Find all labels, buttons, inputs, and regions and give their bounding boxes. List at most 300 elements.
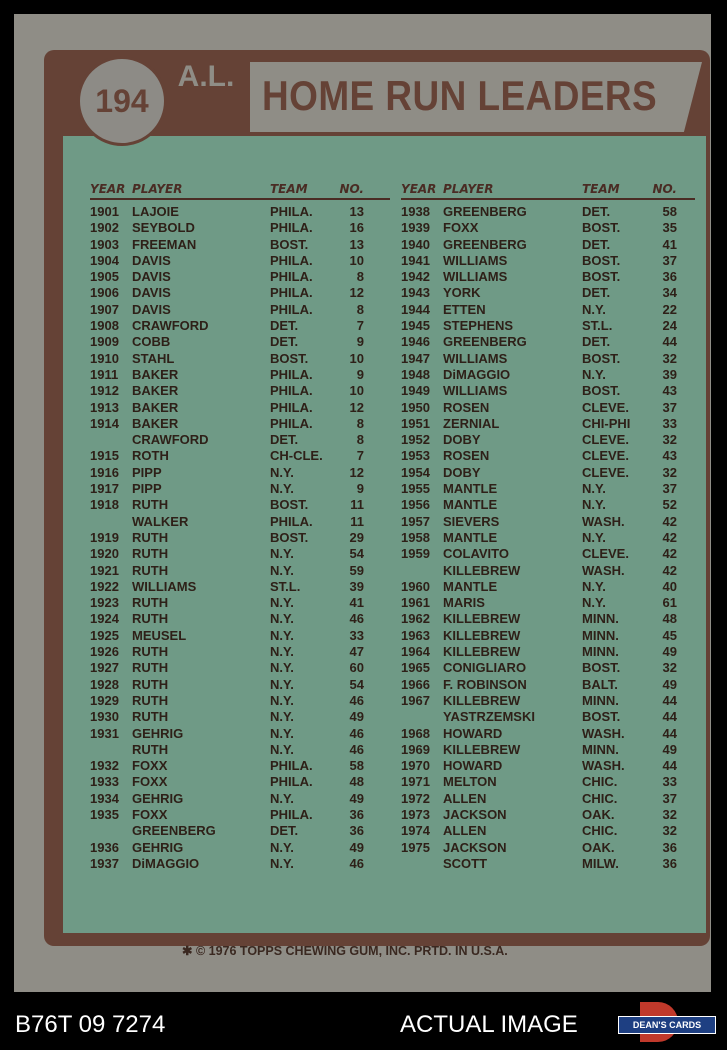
row-team: PHILA.	[270, 774, 313, 790]
table-row	[90, 448, 390, 464]
row-player: ROTH	[132, 448, 169, 464]
table-row	[401, 628, 695, 644]
table-row	[90, 840, 390, 856]
row-player: KILLEBREW	[443, 562, 521, 578]
row-home-runs: 7	[356, 318, 364, 334]
row-year: 1914	[90, 415, 119, 431]
row-team: CLEVE.	[582, 432, 629, 448]
table-row	[401, 237, 695, 253]
row-home-runs: 8	[356, 415, 364, 431]
row-team: PHILA.	[270, 301, 313, 317]
header-year: YEAR	[401, 182, 437, 196]
row-player: FOXX	[132, 758, 168, 774]
row-player: HOWARD	[443, 758, 503, 774]
row-year: 1907	[90, 301, 119, 317]
row-home-runs: 47	[349, 644, 364, 660]
row-home-runs: 36	[349, 823, 364, 839]
row-team: OAK.	[582, 806, 615, 822]
row-player: KILLEBREW	[443, 611, 521, 627]
row-year: 1911	[90, 366, 119, 382]
table-row	[401, 726, 695, 742]
row-home-runs: 54	[349, 546, 364, 562]
row-year: 1918	[90, 497, 119, 513]
row-year: 1927	[90, 660, 119, 676]
row-year: 1942	[401, 269, 430, 285]
row-home-runs: 44	[662, 692, 677, 708]
row-year: 1953	[401, 448, 430, 464]
row-team: N.Y.	[582, 595, 606, 611]
row-team: ST.L.	[270, 578, 301, 594]
row-home-runs: 43	[662, 383, 677, 399]
table-row	[401, 840, 695, 856]
row-year: 1950	[401, 399, 430, 415]
header-number: NO.	[652, 182, 677, 196]
deans-cards-logo[interactable]	[618, 1002, 716, 1044]
row-year: 1963	[401, 627, 430, 643]
table-row	[90, 367, 390, 383]
table-row	[90, 253, 390, 269]
row-year: 1968	[401, 725, 430, 741]
row-player: KILLEBREW	[443, 644, 521, 660]
row-home-runs: 40	[662, 578, 677, 594]
row-player: GREENBERG	[443, 204, 527, 219]
card-number: 194	[95, 82, 149, 119]
row-player: DiMAGGIO	[443, 366, 511, 382]
row-team: CLEVE.	[582, 399, 629, 415]
row-player: RUTH	[132, 562, 169, 578]
row-player: DOBY	[443, 464, 481, 480]
table-row	[90, 611, 390, 627]
row-year: 1951	[401, 415, 430, 431]
row-team: CHIC.	[582, 823, 618, 839]
table-row	[90, 383, 390, 399]
row-year: 1937	[90, 855, 119, 871]
row-home-runs: 49	[349, 790, 364, 806]
row-player: WILLIAMS	[132, 578, 197, 594]
row-team: ST.L.	[582, 318, 613, 334]
row-player: RUTH	[132, 741, 169, 757]
header-team: TEAM	[582, 182, 620, 196]
table-row	[401, 204, 695, 220]
row-year: 1921	[90, 562, 119, 578]
table-row	[401, 220, 695, 236]
row-team: BOST.	[270, 350, 309, 366]
row-home-runs: 59	[349, 562, 364, 578]
row-year: 1958	[401, 529, 430, 545]
table-row	[401, 677, 695, 693]
row-home-runs: 36	[662, 839, 677, 855]
row-home-runs: 7	[356, 448, 364, 464]
row-team: BOST.	[582, 220, 621, 236]
row-team: WASH.	[582, 562, 625, 578]
row-home-runs: 9	[356, 481, 364, 497]
row-home-runs: 32	[662, 806, 677, 822]
row-player: JACKSON	[443, 806, 507, 822]
row-year: 1924	[90, 611, 119, 627]
table-row	[90, 220, 390, 236]
row-player: PIPP	[132, 464, 162, 480]
row-team: N.Y.	[582, 481, 606, 497]
row-home-runs: 32	[662, 350, 677, 366]
row-team: WASH.	[582, 513, 625, 529]
row-player: MARIS	[443, 595, 485, 611]
row-home-runs: 60	[349, 660, 364, 676]
table-row	[90, 318, 390, 334]
row-player: ZERNIAL	[443, 415, 500, 431]
row-year: 1909	[90, 334, 119, 350]
row-team: PHILA.	[270, 513, 313, 529]
table-row	[401, 334, 695, 350]
table-row	[401, 611, 695, 627]
row-team: DET.	[582, 334, 611, 350]
row-team: N.Y.	[270, 660, 294, 676]
row-team: DET.	[582, 204, 611, 219]
row-year: 1960	[401, 578, 430, 594]
row-player: KILLEBREW	[443, 741, 521, 757]
table-row	[90, 742, 390, 758]
row-home-runs: 13	[349, 236, 364, 252]
row-home-runs: 29	[349, 529, 364, 545]
row-player: BAKER	[132, 383, 179, 399]
row-player: FOXX	[443, 220, 479, 236]
row-team: MINN.	[582, 741, 619, 757]
table-row	[90, 269, 390, 285]
row-player: DAVIS	[132, 285, 171, 301]
row-year: 1931	[90, 725, 119, 741]
row-player: DAVIS	[132, 301, 171, 317]
row-player: GEHRIG	[132, 790, 184, 806]
row-year: 1923	[90, 595, 119, 611]
row-year: 1955	[401, 481, 430, 497]
row-year: 1954	[401, 464, 430, 480]
row-year: 1945	[401, 318, 430, 334]
row-home-runs: 46	[349, 855, 364, 871]
row-year: 1965	[401, 660, 430, 676]
table-row	[401, 514, 695, 530]
row-player: SCOTT	[443, 855, 488, 871]
row-team: N.Y.	[270, 839, 294, 855]
card-number-badge	[77, 56, 167, 146]
table-row	[401, 563, 695, 579]
row-team: MINN.	[582, 611, 619, 627]
row-player: DAVIS	[132, 269, 171, 285]
row-team: BOST.	[582, 252, 621, 268]
row-player: WALKER	[132, 513, 189, 529]
row-team: N.Y.	[270, 481, 294, 497]
table-row	[401, 774, 695, 790]
row-home-runs: 10	[349, 350, 364, 366]
row-year: 1974	[401, 823, 430, 839]
row-team: N.Y.	[270, 627, 294, 643]
table-row	[90, 709, 390, 725]
table-row	[90, 644, 390, 660]
row-player: GEHRIG	[132, 839, 184, 855]
row-team: MINN.	[582, 627, 619, 643]
row-player: MANTLE	[443, 497, 498, 513]
row-home-runs: 36	[662, 855, 677, 871]
row-home-runs: 44	[662, 709, 677, 725]
row-team: MINN.	[582, 644, 619, 660]
row-player: DOBY	[443, 432, 481, 448]
row-home-runs: 22	[662, 301, 677, 317]
row-player: ETTEN	[443, 301, 486, 317]
row-home-runs: 37	[662, 399, 677, 415]
row-team: PHILA.	[270, 204, 313, 219]
row-year: 1959	[401, 546, 430, 562]
row-team: N.Y.	[270, 709, 294, 725]
row-year: 1934	[90, 790, 119, 806]
row-team: PHILA.	[270, 252, 313, 268]
row-home-runs: 37	[662, 790, 677, 806]
row-year: 1957	[401, 513, 430, 529]
table-row	[401, 693, 695, 709]
row-player: COLAVITO	[443, 546, 509, 562]
row-team: N.Y.	[270, 562, 294, 578]
row-year: 1962	[401, 611, 430, 627]
table-row	[90, 660, 390, 676]
row-home-runs: 42	[662, 562, 677, 578]
table-row	[90, 595, 390, 611]
row-home-runs: 37	[662, 252, 677, 268]
row-team: PHILA.	[270, 285, 313, 301]
row-player: MEUSEL	[132, 627, 187, 643]
row-team: OAK.	[582, 839, 615, 855]
row-year: 1913	[90, 399, 119, 415]
row-home-runs: 41	[662, 236, 677, 252]
row-player: ALLEN	[443, 790, 487, 806]
row-year: 1926	[90, 644, 119, 660]
row-team: BOST.	[270, 236, 309, 252]
row-year: 1908	[90, 318, 119, 334]
table-row	[401, 546, 695, 562]
row-home-runs: 8	[356, 301, 364, 317]
row-team: PHILA.	[270, 399, 313, 415]
row-year: 1912	[90, 383, 119, 399]
row-team: CH-CLE.	[270, 448, 323, 464]
table-row	[401, 709, 695, 725]
row-team: PHILA.	[270, 415, 313, 431]
row-home-runs: 39	[662, 366, 677, 382]
row-team: DET.	[270, 432, 299, 448]
row-team: BOST.	[582, 383, 621, 399]
table-row	[401, 660, 695, 676]
row-home-runs: 32	[662, 823, 677, 839]
table-row	[90, 856, 390, 872]
row-team: DET.	[582, 285, 611, 301]
card-title: HOME RUN LEADERS	[262, 72, 658, 119]
row-player: YASTRZEMSKI	[443, 709, 535, 725]
row-home-runs: 49	[662, 741, 677, 757]
row-player: SEYBOLD	[132, 220, 195, 236]
row-team: CHIC.	[582, 790, 618, 806]
table-row	[401, 285, 695, 301]
row-home-runs: 24	[662, 318, 677, 334]
row-year: 1948	[401, 366, 430, 382]
row-year: 1944	[401, 301, 430, 317]
row-home-runs: 35	[662, 220, 677, 236]
row-player: DAVIS	[132, 252, 171, 268]
card-id-caption: B76T 09 7274	[15, 1011, 166, 1038]
table-row	[90, 726, 390, 742]
row-home-runs: 34	[662, 285, 677, 301]
row-year: 1933	[90, 774, 119, 790]
table-row	[401, 302, 695, 318]
row-year: 1906	[90, 285, 119, 301]
table-row	[90, 774, 390, 790]
row-home-runs: 43	[662, 448, 677, 464]
table-row	[401, 807, 695, 823]
table-row	[401, 269, 695, 285]
row-home-runs: 36	[662, 269, 677, 285]
row-team: PHILA.	[270, 220, 313, 236]
row-year: 1969	[401, 741, 430, 757]
row-team: PHILA.	[270, 366, 313, 382]
row-team: BOST.	[270, 497, 309, 513]
row-year: 1971	[401, 774, 430, 790]
table-row	[90, 579, 390, 595]
table-row	[90, 432, 390, 448]
column-header	[90, 182, 390, 200]
row-year: 1973	[401, 806, 430, 822]
row-home-runs: 12	[349, 464, 364, 480]
row-home-runs: 11	[350, 513, 364, 529]
row-year: 1922	[90, 578, 119, 594]
row-home-runs: 58	[662, 204, 677, 219]
row-home-runs: 11	[350, 497, 364, 513]
row-player: ALLEN	[443, 823, 487, 839]
row-home-runs: 32	[662, 660, 677, 676]
row-year: 1925	[90, 627, 119, 643]
row-year: 1903	[90, 236, 119, 252]
row-home-runs: 33	[662, 415, 677, 431]
table-row	[401, 823, 695, 839]
actual-image-caption: ACTUAL IMAGE	[400, 1011, 578, 1038]
header-number: NO.	[339, 182, 364, 196]
row-year: 1946	[401, 334, 430, 350]
row-team: N.Y.	[582, 529, 606, 545]
row-team: WASH.	[582, 758, 625, 774]
row-player: HOWARD	[443, 725, 503, 741]
row-year: 1975	[401, 839, 430, 855]
row-home-runs: 12	[349, 285, 364, 301]
row-team: CLEVE.	[582, 464, 629, 480]
row-team: PHILA.	[270, 758, 313, 774]
row-player: FOXX	[132, 806, 168, 822]
row-home-runs: 52	[662, 497, 677, 513]
row-home-runs: 16	[349, 220, 364, 236]
table-row	[401, 481, 695, 497]
row-team: N.Y.	[582, 301, 606, 317]
row-year: 1964	[401, 644, 430, 660]
table-row	[401, 530, 695, 546]
table-row	[401, 595, 695, 611]
row-player: FOXX	[132, 774, 168, 790]
row-team: DET.	[270, 823, 299, 839]
row-team: N.Y.	[270, 676, 294, 692]
table-row	[90, 823, 390, 839]
logo-text: DEAN'S CARDS	[618, 1016, 716, 1034]
table-row	[90, 351, 390, 367]
row-home-runs: 32	[662, 464, 677, 480]
row-year: 1930	[90, 709, 119, 725]
table-row	[401, 253, 695, 269]
row-year: 1949	[401, 383, 430, 399]
row-player: MANTLE	[443, 578, 498, 594]
leaders-column-right	[401, 182, 695, 872]
row-player: MANTLE	[443, 529, 498, 545]
row-player: RUTH	[132, 497, 169, 513]
row-player: CONIGLIARO	[443, 660, 527, 676]
row-team: BOST.	[582, 269, 621, 285]
row-player: RUTH	[132, 529, 169, 545]
row-team: CLEVE.	[582, 546, 629, 562]
table-row	[90, 416, 390, 432]
table-row	[90, 204, 390, 220]
row-home-runs: 46	[349, 692, 364, 708]
table-row	[90, 481, 390, 497]
row-player: STAHL	[132, 350, 175, 366]
row-home-runs: 9	[356, 334, 364, 350]
row-player: MELTON	[443, 774, 497, 790]
row-player: DiMAGGIO	[132, 855, 200, 871]
row-player: RUTH	[132, 660, 169, 676]
row-home-runs: 46	[349, 741, 364, 757]
row-team: N.Y.	[270, 611, 294, 627]
row-player: CRAWFORD	[132, 318, 209, 334]
row-year: 1904	[90, 252, 119, 268]
row-year: 1902	[90, 220, 119, 236]
row-home-runs: 54	[349, 676, 364, 692]
table-row	[90, 791, 390, 807]
row-home-runs: 49	[662, 644, 677, 660]
row-player: RUTH	[132, 546, 169, 562]
table-row	[401, 742, 695, 758]
row-player: F. ROBINSON	[443, 676, 527, 692]
row-team: N.Y.	[582, 366, 606, 382]
row-player: ROSEN	[443, 399, 490, 415]
row-home-runs: 49	[662, 676, 677, 692]
row-player: SIEVERS	[443, 513, 500, 529]
table-row	[90, 497, 390, 513]
table-row	[90, 285, 390, 301]
row-year: 1932	[90, 758, 119, 774]
table-row	[401, 579, 695, 595]
row-home-runs: 37	[662, 481, 677, 497]
row-player: KILLEBREW	[443, 692, 521, 708]
row-team: PHILA.	[270, 806, 313, 822]
row-year: 1901	[90, 204, 119, 219]
row-year: 1966	[401, 676, 430, 692]
row-year: 1917	[90, 481, 119, 497]
row-team: N.Y.	[582, 497, 606, 513]
row-team: DET.	[270, 318, 299, 334]
table-row	[401, 644, 695, 660]
row-home-runs: 42	[662, 546, 677, 562]
row-year: 1947	[401, 350, 430, 366]
table-row	[401, 351, 695, 367]
row-home-runs: 48	[662, 611, 677, 627]
row-home-runs: 8	[356, 432, 364, 448]
table-row	[401, 465, 695, 481]
row-home-runs: 46	[349, 611, 364, 627]
row-player: YORK	[443, 285, 481, 301]
row-year: 1915	[90, 448, 119, 464]
row-team: N.Y.	[270, 741, 294, 757]
table-row	[90, 758, 390, 774]
row-team: DET.	[582, 236, 611, 252]
row-team: BOST.	[270, 529, 309, 545]
row-team: PHILA.	[270, 383, 313, 399]
